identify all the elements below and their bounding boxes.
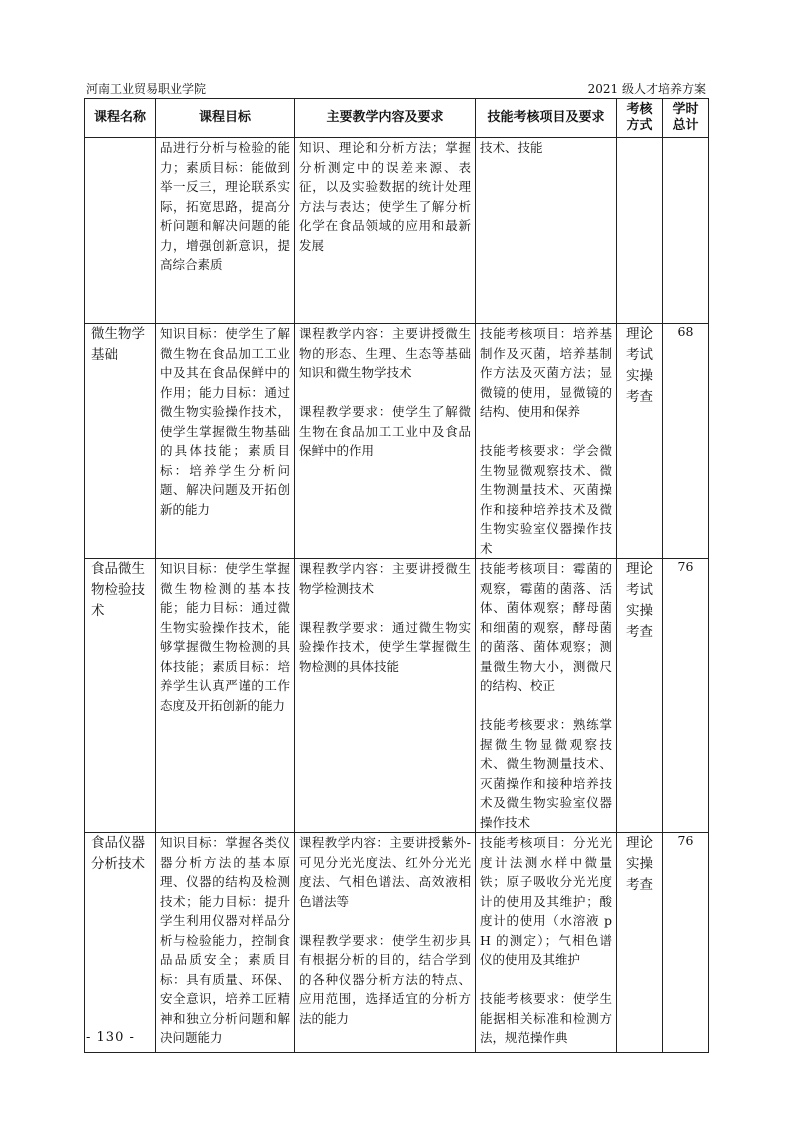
course-goal-cell bbox=[156, 138, 295, 324]
course-goal: 品进行分析与检验的能力；素质目标：能做到举一反三，理论联系实际，拓宽思路，提高分析问题和解决问题的能力，增强创新意识，提高综合素质 bbox=[160, 140, 290, 272]
hours-cell bbox=[663, 138, 709, 324]
content-cell bbox=[295, 833, 476, 1053]
content-paragraph: 课程教学内容：主要讲授紫外-可见分光光度法、红外分光光度法、气相色谱法、高效液相色谱法等 bbox=[299, 835, 471, 909]
total-hours: 68 bbox=[677, 324, 694, 339]
skills-cell bbox=[476, 559, 617, 833]
plan-title: 2021 级人才培养方案 bbox=[587, 82, 706, 96]
header-hours: 学时总计 bbox=[663, 99, 709, 138]
skills-paragraph: 技能考核要求：学会微生物显微观察技术、微生物测量技术、灭菌操作和接种培养技术及微生物实验室仪器操作技术 bbox=[480, 443, 612, 556]
content-paragraph: 知识、理论和分析方法；掌握分析测定中的误差来源、表征，以及实验数据的统计处理方法与表达；使学生了解分析化学在食品领域的应用和最新发展 bbox=[299, 140, 471, 253]
course-name-cell bbox=[85, 138, 156, 324]
method-cell bbox=[617, 138, 663, 324]
table-header-row bbox=[85, 99, 709, 138]
table-row bbox=[85, 138, 709, 324]
method-cell bbox=[617, 324, 663, 559]
course-name-cell bbox=[85, 833, 156, 1053]
course-goal: 知识目标：使学生了解微生物在食品加工工业中及其在食品保鲜中的作用；能力目标：通过微生物实验操作技术，使学生掌握微生物基础的具体技能；素质目标：培养学生分析问题、解决问题及开拓创新的能力 bbox=[160, 326, 290, 517]
course-name: 食品仪器分析技术 bbox=[91, 835, 145, 872]
skills-cell bbox=[476, 833, 617, 1053]
course-name: 微生物学基础 bbox=[91, 326, 145, 363]
method-cell bbox=[617, 833, 663, 1053]
skills-cell bbox=[476, 324, 617, 559]
course-table bbox=[84, 98, 709, 1053]
course-name-cell bbox=[85, 324, 156, 559]
content-cell bbox=[295, 559, 476, 833]
skills-paragraph: 技术、技能 bbox=[480, 140, 543, 155]
skills-paragraph: 技能考核项目：分光光度计法测水样中微量铁；原子吸收分光光度计的使用及其维护；酸度计的使用（水溶液 pH 的测定）；气相色谱仪的使用及其维护 bbox=[480, 835, 612, 967]
course-name: 食品微生物检验技术 bbox=[91, 561, 145, 619]
total-hours: 76 bbox=[677, 559, 694, 574]
total-hours: 76 bbox=[677, 833, 694, 848]
hours-cell bbox=[663, 324, 709, 559]
skills-paragraph: 技能考核项目：霉菌的观察，霉菌的菌落、活体、菌体观察；酵母菌和细菌的观察，酵母菌的菌落、菌体观察；测量微生物大小，测微尺的结构、校正 bbox=[480, 561, 612, 693]
content-paragraph: 课程教学要求：通过微生物实验操作技术，使学生掌握微生物检测的具体技能 bbox=[299, 619, 471, 674]
exam-method: 理论实操考查 bbox=[626, 835, 653, 893]
header-skills: 技能考核项目及要求 bbox=[476, 99, 617, 138]
content-cell bbox=[295, 138, 476, 324]
skills-paragraph: 技能考核要求：使学生能据相关标准和检测方法，规范操作典 bbox=[480, 991, 612, 1045]
course-goal-cell bbox=[156, 324, 295, 559]
content-paragraph: 课程教学内容：主要讲授微生物学检测技术 bbox=[299, 561, 471, 596]
header-course-name: 课程名称 bbox=[85, 99, 156, 138]
header-method: 考核方式 bbox=[617, 99, 663, 138]
course-goal: 知识目标：掌握各类仪器分析方法的基本原理、仪器的结构及检测技术；能力目标：提升学生利用仪器对样品分析与检验能力，控制食品品质安全；素质目标：具有质量、环保、安全意识，培养工匠精神和独立分析问题和解决问题能力 bbox=[160, 835, 290, 1045]
course-goal-cell bbox=[156, 833, 295, 1053]
hours-cell bbox=[663, 559, 709, 833]
exam-method: 理论考试实操考查 bbox=[626, 326, 653, 405]
course-name-cell bbox=[85, 559, 156, 833]
content-paragraph: 课程教学内容：主要讲授微生物的形态、生理、生态等基础知识和微生物学技术 bbox=[299, 326, 471, 380]
table-row bbox=[85, 324, 709, 559]
course-goal: 知识目标：使学生掌握微生物检测的基本技能；能力目标：通过微生物实验操作技术，能够掌握微生物检测的具体技能；素质目标：培养学生认真严谨的工作态度及开拓创新的能力 bbox=[160, 561, 290, 713]
skills-paragraph: 技能考核要求：熟练掌握微生物显微观察技术、微生物测量技术、灭菌操作和接种培养技术及微生物实验室仪器操作技术 bbox=[480, 717, 612, 830]
header-content: 主要教学内容及要求 bbox=[295, 99, 476, 138]
exam-method: 理论考试实操考查 bbox=[626, 561, 653, 640]
skills-paragraph: 技能考核项目：培养基制作及灭菌，培养基制作方法及灭菌方法；显微镜的使用，显微镜的结构、使用和保养 bbox=[480, 326, 612, 419]
school-name: 河南工业贸易职业学院 bbox=[86, 82, 207, 96]
course-goal-cell bbox=[156, 559, 295, 833]
content-cell bbox=[295, 324, 476, 559]
hours-cell bbox=[663, 833, 709, 1053]
page-header bbox=[84, 80, 708, 98]
header-course-goal: 课程目标 bbox=[156, 99, 295, 138]
content-paragraph: 课程教学要求：使学生了解微生物在食品加工工业中及食品保鲜中的作用 bbox=[299, 404, 471, 458]
table-row bbox=[85, 559, 709, 833]
skills-cell bbox=[476, 138, 617, 324]
method-cell bbox=[617, 559, 663, 833]
page-number: - 130 - bbox=[86, 1030, 135, 1045]
table-row bbox=[85, 833, 709, 1053]
content-paragraph: 课程教学要求：使学生初步具有根据分析的目的，结合学到的各种仪器分析方法的特点、应用范围，选择适宜的分析方法的能力 bbox=[299, 932, 471, 1026]
